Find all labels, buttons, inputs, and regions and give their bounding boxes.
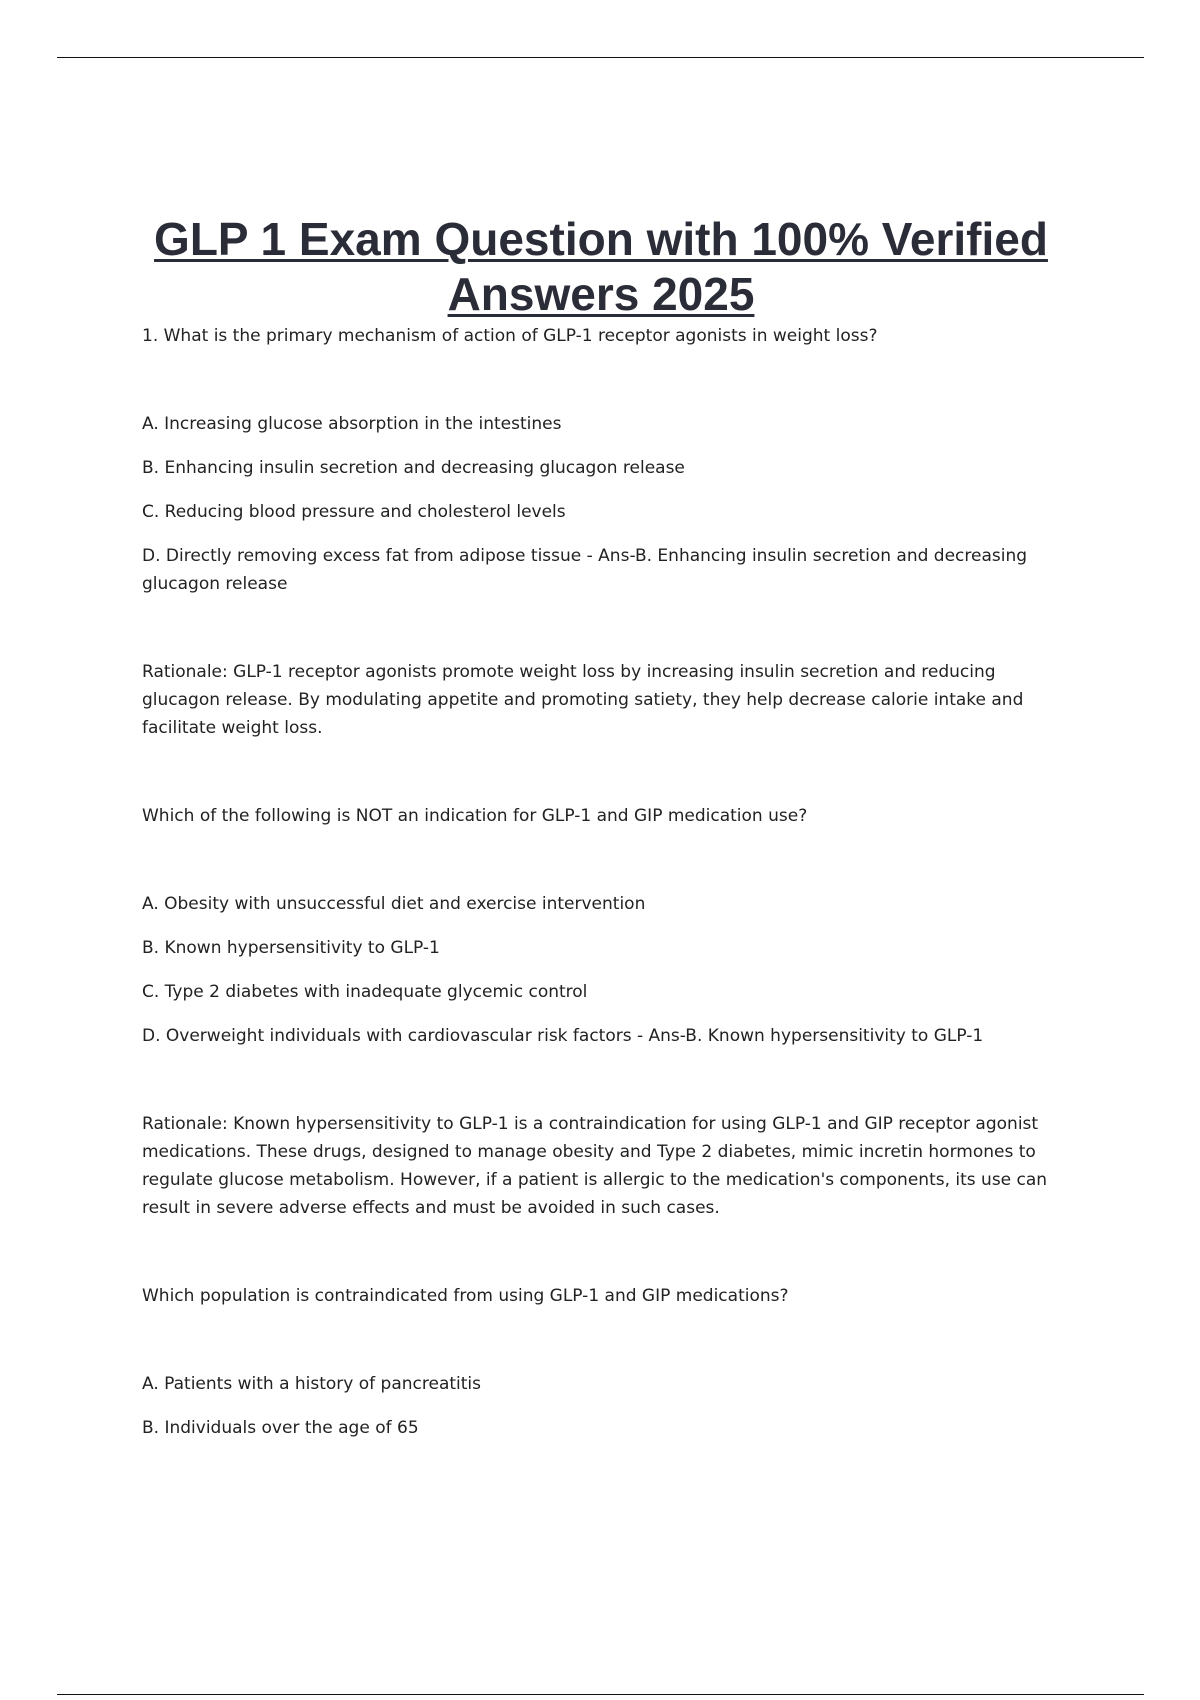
question-2-option-c: C. Type 2 diabetes with inadequate glycemic control bbox=[142, 982, 588, 1002]
question-1-text: 1. What is the primary mechanism of action of GLP-1 receptor agonists in weight loss? bbox=[142, 326, 878, 346]
bottom-rule bbox=[57, 1694, 1144, 1695]
document-body bbox=[142, 322, 1072, 1442]
question-1-option-a: A. Increasing glucose absorption in the intestines bbox=[142, 414, 562, 434]
question-1-rationale: Rationale: GLP-1 receptor agonists promote weight loss by increasing insulin secretion and reducing glucagon release. By modulating appetite and promoting satiety, they help decrease calorie intake and facilitate weight loss. bbox=[142, 662, 1024, 738]
page-title: GLP 1 Exam Question with 100% Verified Answers 2025 bbox=[154, 213, 1048, 320]
question-1-option-c: C. Reducing blood pressure and cholesterol levels bbox=[142, 502, 566, 522]
question-2-option-d: D. Overweight individuals with cardiovascular risk factors - Ans-B. Known hypersensitivity to GLP-1 bbox=[142, 1026, 984, 1046]
question-2-rationale: Rationale: Known hypersensitivity to GLP-1 is a contraindication for using GLP-1 and GIP receptor agonist medications. These drugs, designed to manage obesity and Type 2 diabetes, mimic incretin hormones to regulate glucose metabolism. However, if a patient is allergic to the medication's components, its use can result in severe adverse effects and must be avoided in such cases. bbox=[142, 1114, 1048, 1218]
question-1-option-b: B. Enhancing insulin secretion and decreasing glucagon release bbox=[142, 458, 685, 478]
question-1-option-d: D. Directly removing excess fat from adipose tissue - Ans-B. Enhancing insulin secretion and decreasing glucagon release bbox=[142, 546, 1028, 594]
top-rule bbox=[57, 57, 1144, 58]
question-2-text: Which of the following is NOT an indication for GLP-1 and GIP medication use? bbox=[142, 806, 808, 826]
question-2-option-a: A. Obesity with unsuccessful diet and exercise intervention bbox=[142, 894, 646, 914]
question-3-option-a: A. Patients with a history of pancreatitis bbox=[142, 1374, 482, 1394]
question-3-text: Which population is contraindicated from using GLP-1 and GIP medications? bbox=[142, 1286, 789, 1306]
question-3-option-b: B. Individuals over the age of 65 bbox=[142, 1418, 419, 1438]
question-2-option-b: B. Known hypersensitivity to GLP-1 bbox=[142, 938, 440, 958]
